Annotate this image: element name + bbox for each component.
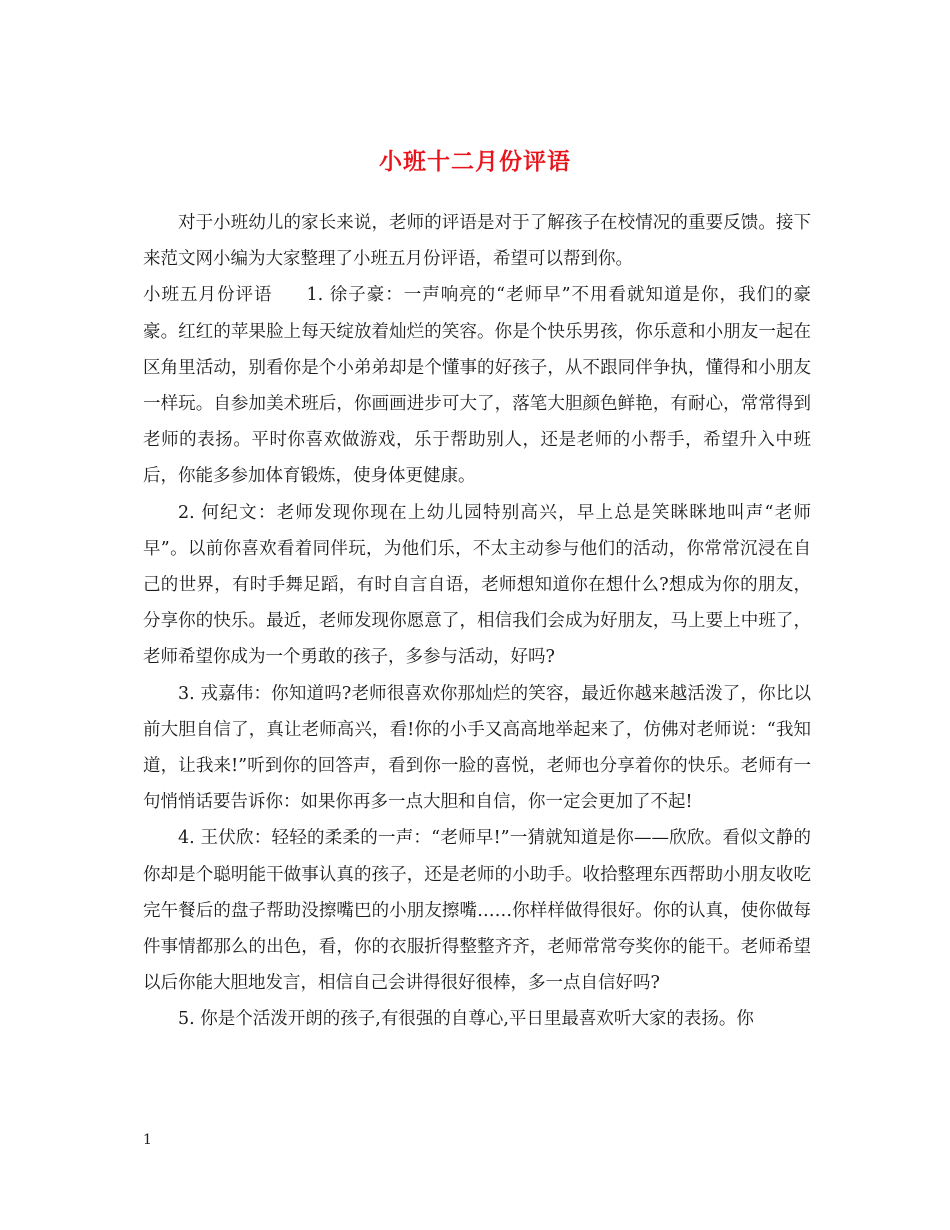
comment-paragraph-2: 2. 何纪文：老师发现你现在上幼儿园特别高兴，早上总是笑眯眯地叫声“老师早”。以前你喜欢看着同伴玩，为他们乐，不太主动参与他们的活动，你常常沉浸在自己的世界，有时手舞足蹈，有时自言自语，老师想知道你在想什么?想成为你的朋友，分享你的快乐。最近，老师发现你愿意了，相信我们会成为好朋友，马上要上中班了，老师希望你成为一个勇敢的孩子，多参与活动，好吗? xyxy=(143,502,811,668)
intro-paragraph: 对于小班幼儿的家长来说，老师的评语是对于了解孩子在校情况的重要反馈。接下来范文网小编为大家整理了小班五月份评语，希望可以帮到你。 xyxy=(143,213,811,270)
comment-paragraph-4: 4. 王伏欣：轻轻的柔柔的一声：“老师早!”一猜就知道是你——欣欣。看似文静的你却是个聪明能干做事认真的孩子，还是老师的小助手。收拾整理东西帮助小朋友收吃完午餐后的盘子帮助没擦嘴巴的小朋友擦嘴……你样样做得很好。你的认真，使你做每件事情都那么的出色，看，你的衣服折得整整齐齐，老师常常夸奖你的能干。老师希望以后你能大胆地发言，相信自己会讲得很好很棒，多一点自信好吗? xyxy=(143,828,811,994)
comment-text-1: 1. 徐子豪：一声响亮的“老师早”不用看就知道是你，我们的豪豪。红红的苹果脸上每天绽放着灿烂的笑容。你是个快乐男孩，你乐意和小朋友一起在区角里活动，别看你是个小弟弟却是个懂事的好孩子，从不跟同伴争执，懂得和小朋友一样玩。自参加美术班后，你画画进步可大了，落笔大胆颜色鲜艳，有耐心，常常得到老师的表扬。平时你喜欢做游戏，乐于帮助别人，还是老师的小帮手，希望升入中班后，你能多参加体育锻炼，使身体更健康。 xyxy=(143,285,811,487)
page-number: 1 xyxy=(143,1132,152,1148)
comment-paragraph-1 xyxy=(143,277,811,494)
comment-paragraph-3: 3. 戎嘉伟：你知道吗?老师很喜欢你那灿烂的笑容，最近你越来越活泼了，你比以前大胆自信了，真让老师高兴，看!你的小手又高高地举起来了，仿佛对老师说：“我知道，让我来!”听到你的回答声，看到你一脸的喜悦，老师也分享着你的快乐。老师有一句悄悄话要告诉你：如果你再多一点大胆和自信，你一定会更加了不起! xyxy=(143,683,811,813)
document-body xyxy=(143,205,811,1038)
section-label: 小班五月份评语 xyxy=(143,285,273,306)
comment-paragraph-5: 5. 你是个活泼开朗的孩子,有很强的自尊心,平日里最喜欢听大家的表扬。你 xyxy=(178,1009,754,1030)
document-title: 小班十二月份评语 xyxy=(379,148,571,176)
